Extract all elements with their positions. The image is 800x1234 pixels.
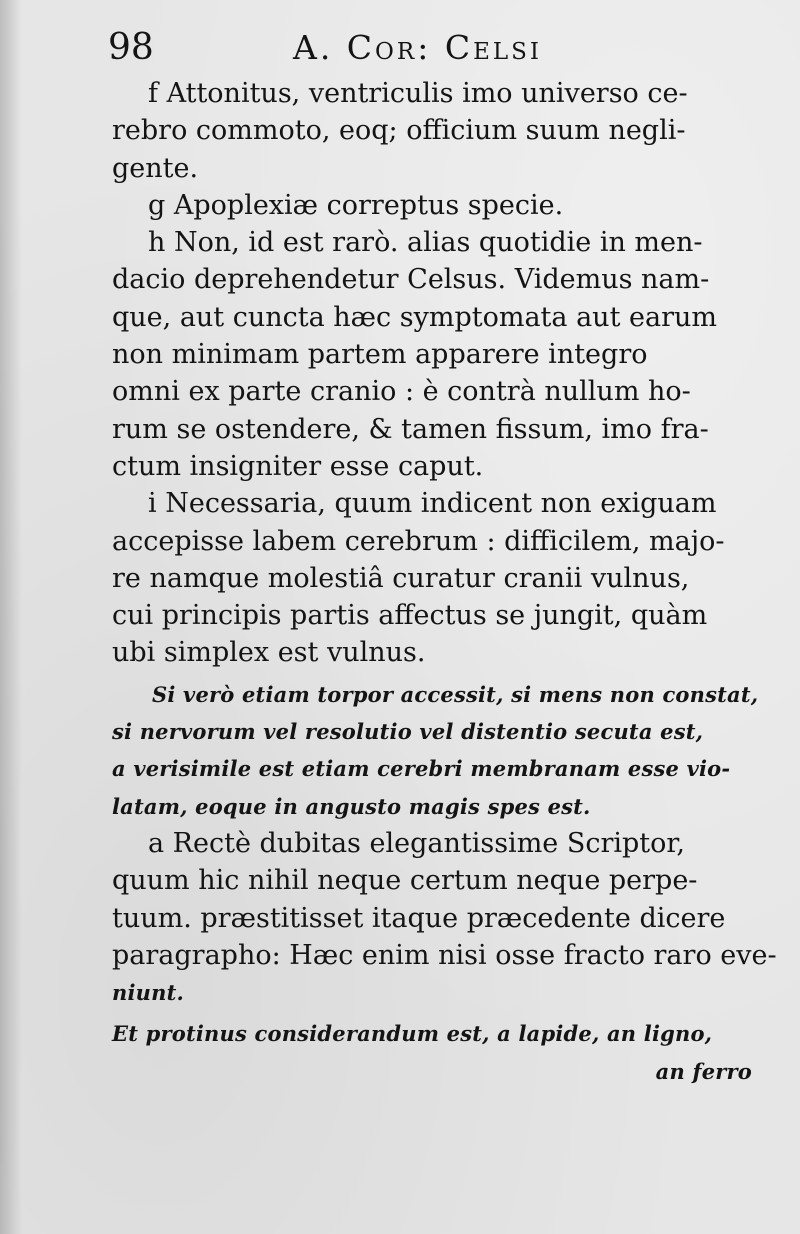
text-line: f Attonitus, ventriculis imo universo ce- bbox=[148, 78, 688, 109]
body-text bbox=[112, 75, 777, 1090]
italic-text-line: a verisimile est etiam cerebri membranam esse vio- bbox=[112, 756, 731, 782]
page-number: 98 bbox=[108, 27, 154, 68]
italic-text-line: niunt. bbox=[112, 980, 184, 1006]
text-line: g Apoplexiæ correptus specie. bbox=[148, 189, 564, 221]
text-line: que, aut cuncta hæc symptomata aut earum bbox=[112, 301, 717, 333]
text-line: rebro commoto, eoq; officium suum negli- bbox=[112, 115, 686, 147]
text-line: h Non, id est rarò. alias quotidie in men- bbox=[148, 227, 703, 259]
text-line: re namque molestiâ curatur cranii vulnus, bbox=[112, 562, 690, 594]
text-line: quum hic nihil neque certum neque perpe- bbox=[112, 865, 698, 897]
italic-text-line: Et protinus considerandum est, a lapide, an ligno, bbox=[112, 1021, 713, 1047]
text-line: tuum. præstitisset itaque præcedente dicere bbox=[112, 902, 726, 934]
catchword-line: an ferro bbox=[655, 1058, 752, 1084]
text-line: ubi simplex est vulnus. bbox=[112, 637, 426, 669]
text-line: accepisse labem cerebrum : difficilem, majo- bbox=[112, 525, 725, 557]
text-line: ctum insigniter esse caput. bbox=[112, 450, 484, 482]
text-line: rum se ostendere, & tamen fissum, imo fra- bbox=[112, 413, 709, 445]
page-header bbox=[108, 26, 718, 76]
italic-text-line: si nervorum vel resolutio vel distentio secuta est, bbox=[112, 719, 704, 745]
text-line: cui principis partis affectus se jungit, quàm bbox=[112, 600, 708, 632]
running-head: A. Cor: Celsi bbox=[293, 28, 542, 67]
text-line: paragrapho: Hæc enim nisi osse fracto raro eve- bbox=[112, 939, 777, 971]
text-line: omni ex parte cranio : è contrà nullum ho- bbox=[112, 376, 691, 408]
italic-text-line: Si verò etiam torpor accessit, si mens non constat, bbox=[152, 681, 759, 707]
text-line: dacio deprehendetur Celsus. Videmus nam- bbox=[112, 264, 710, 296]
italic-text-line: latam, eoque in angusto magis spes est. bbox=[112, 793, 591, 819]
text-line: i Necessaria, quum indicent non exiguam bbox=[148, 488, 717, 520]
text-line: a Rectè dubitas elegantissime Scriptor, bbox=[148, 827, 685, 859]
text-line: gente. bbox=[112, 152, 199, 184]
gutter-shadow bbox=[0, 0, 22, 1234]
text-line: non minimam partem apparere integro bbox=[112, 339, 648, 371]
